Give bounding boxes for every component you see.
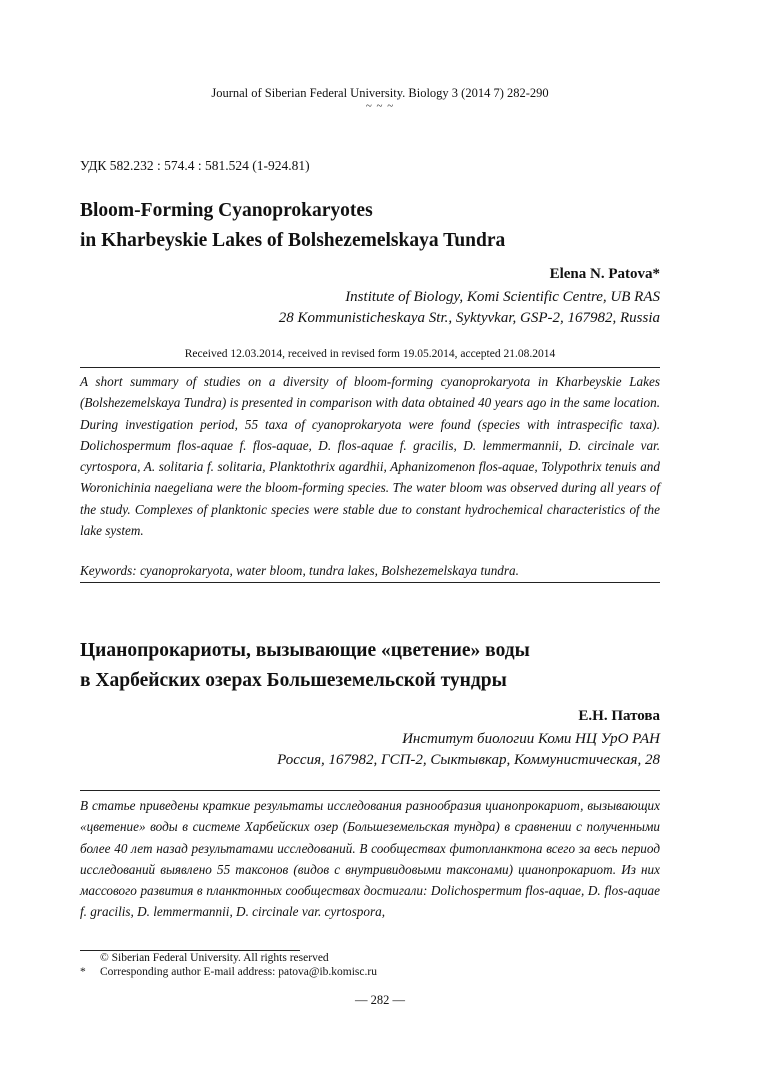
received-dates: Received 12.03.2014, received in revised form 19.05.2014, accepted 21.08.2014 bbox=[184, 348, 556, 360]
russian-affiliation bbox=[80, 729, 660, 771]
abstract-top-rule bbox=[80, 367, 660, 368]
russian-title-line-1: Цианопрокариоты, вызывающие «цветение» воды bbox=[80, 640, 530, 661]
english-affiliation-line-2: 28 Kommunisticheskaya Str., Syktyvkar, GSP-2, 167982, Russia bbox=[278, 310, 660, 326]
russian-title bbox=[80, 636, 680, 696]
russian-affiliation-line-2: Россия, 167982, ГСП-2, Сыктывкар, Коммунистическая, 28 bbox=[277, 752, 660, 768]
russian-author: Е.Н. Патова bbox=[578, 708, 660, 724]
english-affiliation-line-1: Institute of Biology, Komi Scientific Centre, UB RAS bbox=[345, 289, 660, 305]
english-affiliation bbox=[80, 287, 660, 329]
header-ornament: ~ ~ ~ bbox=[365, 100, 395, 112]
page-number: ― 282 ― bbox=[355, 993, 405, 1007]
footnote-corresponding bbox=[80, 966, 660, 978]
english-keywords: Keywords: cyanoprokaryota, water bloom, tundra lakes, Bolshezemelskaya tundra. bbox=[80, 563, 519, 578]
journal-header: Journal of Siberian Federal University. Biology 3 (2014 7) 282-290 bbox=[211, 86, 549, 100]
english-title-line-1: Bloom-Forming Cyanoprokaryotes bbox=[80, 200, 373, 221]
footnote-copyright bbox=[80, 952, 660, 964]
udc-code: УДК 582.232 : 574.4 : 581.524 (1-924.81) bbox=[80, 158, 310, 173]
corresponding-email[interactable]: Corresponding author E-mail address: patova@ib.komisc.ru bbox=[100, 966, 377, 978]
footnote-star: * bbox=[80, 966, 86, 978]
footnote-rule bbox=[80, 950, 300, 951]
english-author: Elena N. Patova* bbox=[549, 266, 660, 282]
russian-abstract-rule bbox=[80, 790, 660, 791]
english-title-line-2: in Kharbeyskie Lakes of Bolshezemelskaya Tundra bbox=[80, 230, 506, 251]
copyright-text: © Siberian Federal University. All rights reserved bbox=[100, 952, 329, 964]
english-abstract: A short summary of studies on a diversity of bloom-forming cyanoprokaryota in Kharbeyskie Lakes (Bolshezemelskaya Tundra) is presented in comparison with data obtained 40 years ago in the same location. During investigation period, 55 taxa of cyanoprokaryota were found (species with intraspecific taxa). Dolichospermum flos-aquae f. flos-aquae, D. flos-aquae f. gracilis, D. lemmermannii, D. circinale var. cyrtospora, A. solitaria f. solitaria, Planktothrix agardhii, Aphanizomenon flos-aquae, Tolypothrix tenuis and Woronichinia naegeliana were the bloom-forming species. The water bloom was observed during all years of the study. Complexes of planktonic species were stable due to constant hydrochemical characteristics of the lake system. bbox=[80, 374, 660, 539]
english-title bbox=[80, 196, 680, 256]
russian-abstract: В статье приведены краткие результаты исследования разнообразия цианопрокариот, вызывающих «цветение» воды в системе Харбейских озер (Большеземельская тундра) в сравнении с полученными более 40 лет назад результатами исследований. В сообществах фитопланктона всего за весь период исследований выявлено 55 таксонов (видов с внутривидовыми таксонами) цианопрокариот. Из них массового развития в планктонных сообществах достигали: Dolichospermum flos-aquae, D. flos-aquae f. gracilis, D. lemmermannii, D. circinale var. cyrtospora, bbox=[80, 798, 660, 920]
russian-affiliation-line-1: Институт биологии Коми НЦ УрО РАН bbox=[402, 731, 660, 747]
russian-title-line-2: в Харбейских озерах Большеземельской тундры bbox=[80, 670, 507, 691]
abstract-bottom-rule bbox=[80, 582, 660, 583]
